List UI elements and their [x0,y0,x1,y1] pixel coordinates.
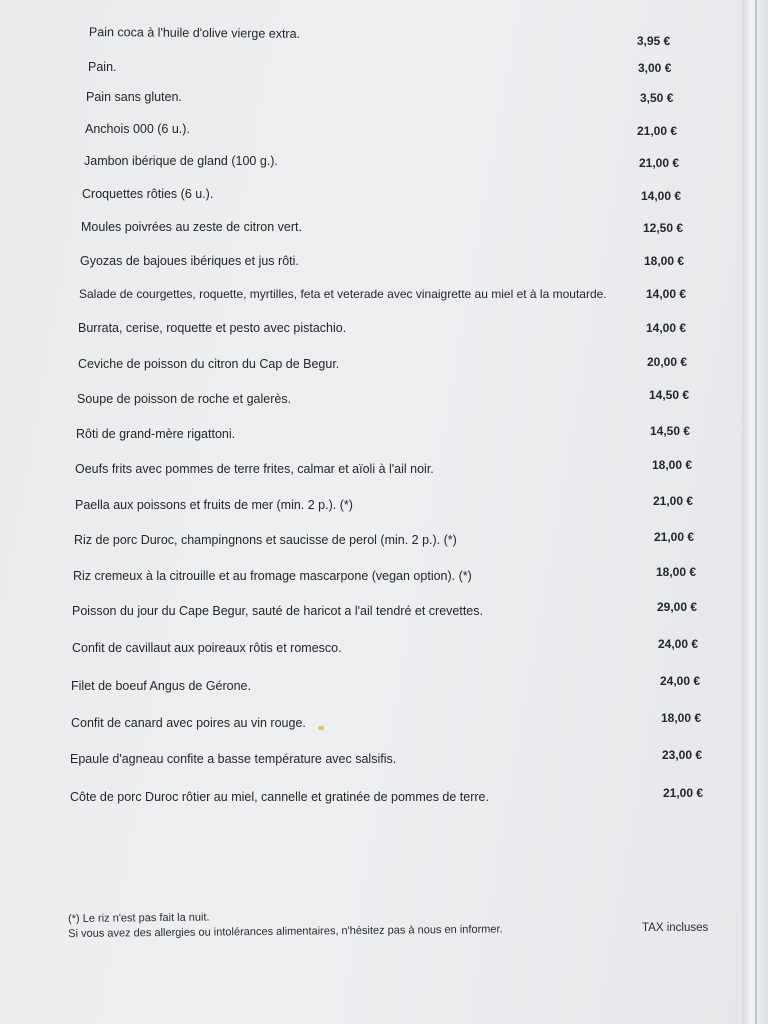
menu-item [70,749,708,769]
item-price: 18,00 € [644,254,685,268]
item-price: 3,50 € [640,91,674,105]
menu-item [85,119,680,139]
item-name: Salade de courgettes, roquette, myrtilles, feta et veterade avec vinaigrette au miel et à la moutarde. [79,287,607,301]
item-name: Pain. [88,60,117,74]
menu-item [71,713,706,733]
item-name: Moules poivrées au zeste de citron vert. [81,220,302,234]
menu-item [72,601,704,621]
item-price: 14,00 € [646,287,687,301]
menu-item [75,495,700,515]
item-price: 14,00 € [641,189,682,203]
item-price: 21,00 € [653,494,694,508]
item-price: 14,00 € [646,321,687,335]
menu-item [73,566,703,586]
item-price: 21,00 € [637,124,678,138]
menu-item [72,638,704,658]
item-price: 3,95 € [636,33,671,49]
item-price: 14,50 € [649,388,690,402]
item-price: 29,00 € [657,600,698,614]
menu-item [84,151,684,171]
menu-item [88,57,678,77]
item-name: Croquettes rôties (6 u.). [82,187,214,201]
item-price: 24,00 € [658,637,699,651]
item-price: 14,50 € [650,424,691,438]
item-price: 18,00 € [661,711,702,725]
item-name: Filet de boeuf Angus de Gérone. [71,679,251,693]
item-name: Rôti de grand-mère rigattoni. [76,427,236,441]
item-name: Ceviche de poisson du citron du Cap de Begur. [78,357,340,371]
menu-item [70,787,710,807]
menu-item [76,424,696,444]
item-price: 21,00 € [654,530,695,544]
item-name: Poisson du jour du Cape Begur, sauté de haricot a l'ail tendré et crevettes. [72,604,483,618]
item-name: Confit de canard avec poires au vin rouge. [71,716,306,730]
item-price: 21,00 € [663,786,704,800]
menu-item [86,87,676,107]
item-name: Burrata, cerise, roquette et pesto avec pistachio. [78,321,347,335]
item-price: 18,00 € [652,458,693,472]
paper-speck [318,726,324,730]
item-name: Anchois 000 (6 u.). [85,122,190,136]
item-name: Jambon ibérique de gland (100 g.). [84,154,278,168]
menu-item [78,354,693,374]
item-price: 23,00 € [662,748,703,762]
footnote [68,907,503,942]
item-name: Epaule d'agneau confite a basse température avec salsifis. [70,752,397,766]
item-name: Soupe de poisson de roche et galerès. [77,392,292,406]
item-name: Oeufs frits avec pommes de terre frites, calmar et aïoli à l'ail noir. [75,462,434,476]
item-name: Confit de cavillaut aux poireaux rôtis et romesco. [72,641,342,655]
item-name: Gyozas de bajoues ibériques et jus rôti. [80,254,299,268]
menu-item [80,251,690,271]
item-price: 3,00 € [638,61,672,75]
allergy-note: Si vous avez des allergies ou intolérances alimentaires, n'hésitez pas à nous en informer. [68,923,503,940]
menu-item [81,217,686,237]
tax-note: TAX incluses [642,922,709,934]
menu-item [78,318,693,338]
item-name: Côte de porc Duroc rôtier au miel, cannelle et gratinée de pommes de terre. [70,790,489,804]
menu-item [71,676,706,696]
item-name: Pain sans gluten. [86,90,182,104]
menu-item [74,530,702,550]
item-price: 21,00 € [639,156,680,170]
item-price: 18,00 € [656,565,697,579]
item-name: Paella aux poissons et fruits de mer (min. 2 p.). (*) [75,498,353,512]
item-price: 24,00 € [660,674,701,688]
menu-item [75,459,700,479]
rice-note: (*) Le riz n'est pas fait la nuit. [68,911,210,925]
menu-item [77,389,697,409]
item-name: Riz cremeux à la citrouille et au fromage mascarpone (vegan option). (*) [73,569,472,583]
item-price: 12,50 € [643,221,684,235]
menu-item [79,284,689,304]
item-name: Riz de porc Duroc, champingnons et saucisse de perol (min. 2 p.). (*) [74,533,457,547]
item-price: 20,00 € [647,355,688,369]
page-edge-line [755,0,757,1024]
menu-item [82,184,682,204]
item-name: Pain coca à l'huile d'olive vierge extra. [88,24,301,41]
